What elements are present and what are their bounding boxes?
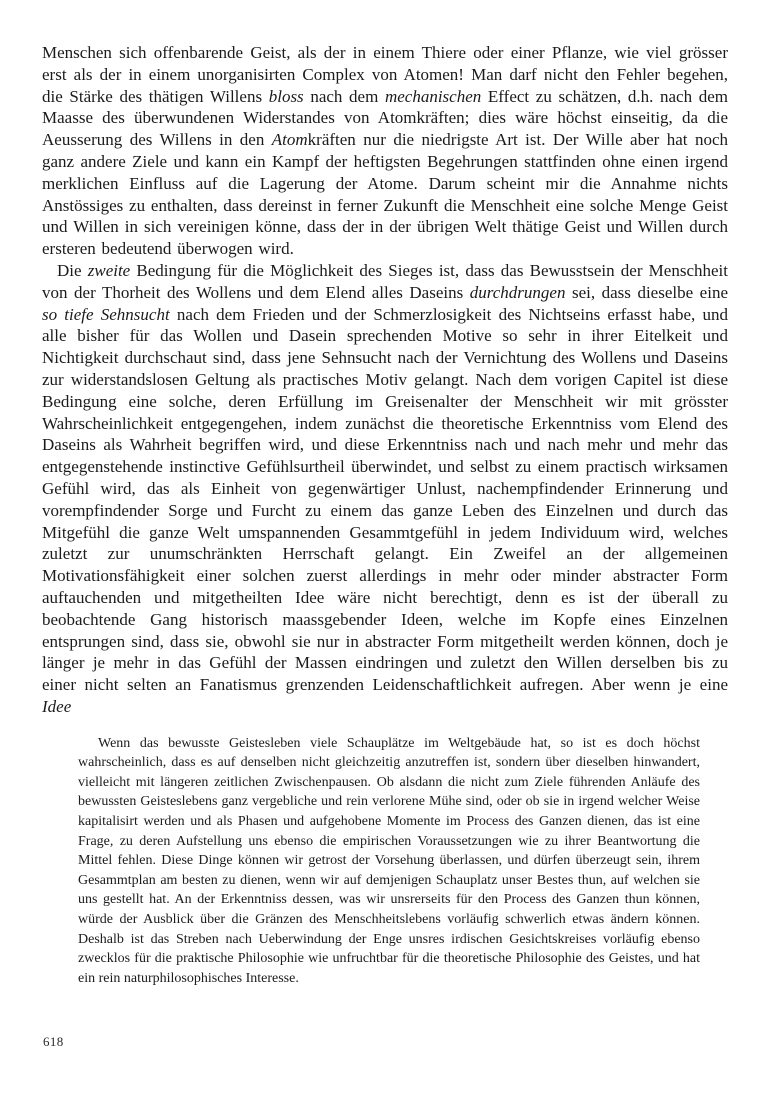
paragraph: [42, 42, 728, 260]
paragraph: [42, 260, 728, 718]
footnote-block: [78, 734, 700, 989]
page-number: 618: [43, 1034, 64, 1049]
text-run: kräften nur die niedrigste Art ist. Der Wille aber hat noch ganz andere Ziele und kann ein Kampf der heftigsten Begehrungen stattfinden ohne einen irgend merklichen Einfluss auf die Lagerung der Atome. Darum scheint mir die Annahme nichts Anstössiges zu enthalten, dass dereinst in ferner Zukunft die Menschheit eine solche Menge Geist und Willen in sich vereinigen könne, dass der in der übrigen Welt thätige Geist und Willen durch ersteren bedeutend überwogen wird.: [42, 130, 728, 259]
italic-text-run: mechanischen: [384, 86, 482, 106]
italic-text-run: Idee: [42, 696, 72, 716]
italic-text-run: Atom: [271, 130, 308, 150]
text-run: Menschen sich offenbarende Geist, als der in einem Thiere oder einer Pflanze, wie viel grösser erst als der in einem unorganisirten Complex von Atomen! Man darf nicht den Fehler begehen, die Stärke des thätigen Willens: [42, 43, 728, 106]
text-run: Die: [57, 260, 88, 280]
text-run: nach dem: [303, 86, 385, 106]
text-run: nach dem Frieden und der Schmerzlosigkeit des Nichtseins erfasst habe, und alle bisher für das Wollen und Dasein sprechenden Motive so sehr in ihrer Eitelkeit und Nichtigkeit durchschaut sind, dass jene Sehnsucht nach der Vernichtung des Wollens und Daseins zur widerstandslosen Geltung als practisches Motiv gelangt. Nach dem vorigen Capitel ist diese Bedingung eine solche, deren Erfüllung im Greisenalter der Menschheit wir mit grösster Wahrscheinlichkeit entgegengehen, indem zunächst die theoretische Erkenntniss vom Elend des Daseins als Wahrheit begriffen wird, und diese Erkenntniss nach und nach mehr und mehr das entgegenstehende instinctive Gefühlsurtheil überwindet, und selbst zu einem practisch wirksamen Gefühl wird, das als Einheit von gegenwärtiger Unlust, nachempfindender Erinnerung und vorempfindender Sorge und Furcht zu einem das ganze Leben des Einzelnen und durch das Mitgefühl die ganze Welt umspannenden Gesammtgefühl in jedem Individuum wird, welches zuletzt zur unumschränkten Herrschaft gelangt. Ein Zweifel an der allgemeinen Motivationsfähigkeit einer solchen zuerst allerdings in mehr oder minder abstracter Form auftauchenden und mitgetheilten Idee wäre nicht berechtigt, denn es ist der überall zu beobachtende Gang historisch maassgebender Ideen, welche im Kopfe eines Einzelnen entsprungen sind, dass sie, obwohl sie nur in abstracter Form mitgetheilt werden können, doch je länger je mehr in das Gefühl der Massen eindringen und zuletzt den Willen derselben bis zu einer nicht selten an Fanatismus grenzenden Leidenschaftlichkeit aufregen. Aber wenn je eine: [42, 304, 728, 695]
italic-text-run: durchdrungen: [469, 282, 566, 302]
text-run: Wenn das bewusste Geistesleben viele Schauplätze im Weltgebäude hat, so ist es doch höchst wahrscheinlich, dass es auf denselben nicht gleichzeitig anzutreffen ist, sondern über dieselben hinwandert, vielleicht mit längeren zeitlichen Zwischenpausen. Ob alsdann die nicht zum Ziele führenden Anläufe des bewussten Geisteslebens ganz vergebliche und rein verlorene Mühe sind, oder ob sie in irgend welcher Weise kapitalisirt werden und als Phasen und aufgehobene Momente im Process des Ganzen dienen, das ist eine Frage, zu deren Aufstellung uns ebenso die empirischen Voraussetzungen wie zu ihrer Beantwortung die Mittel fehlen. Diese Dinge können wir getrost der Vorsehung überlassen, und dürfen überzeugt sein, ihrem Gesammtplan am besten zu dienen, wenn wir auf demjenigen Schauplatz unser Bestes thun, auf welchen sie uns gestellt hat. An der Erkenntniss dessen, was wir unsrerseits für den Process des Ganzen thun können, würde der Ausblick über die Gränzen des Menschheitslebens vorläufig schwerlich etwas ändern können. Deshalb ist das Streben nach Ueberwindung der Enge unsres irdischen Gesichtskreises vorläufig ebenso zwecklos für die praktische Philosophie wie unfruchtbar für die theoretische Philosophie des Geistes, und hat ein rein naturphilosophisches Interesse.: [78, 735, 700, 986]
text-run: Effect zu schätzen, d.h. nach dem Maasse des überwundenen Widerstandes von Atomkräften; dies wäre höchst einseitig, da die Aeusserung des Willens in den: [42, 86, 729, 150]
main-text-block: [42, 42, 728, 718]
text-run: sei, dass dieselbe eine: [565, 282, 728, 302]
italic-text-run: bloss: [268, 86, 304, 106]
paragraph: [78, 734, 700, 989]
italic-text-run: so tiefe Sehnsucht: [42, 304, 170, 324]
text-run: Bedingung für die Möglichkeit des Sieges ist, dass das Bewusstsein der Menschheit von der Thorheit des Wollens und dem Elend alles Daseins: [42, 260, 728, 302]
italic-text-run: zweite: [87, 260, 131, 280]
